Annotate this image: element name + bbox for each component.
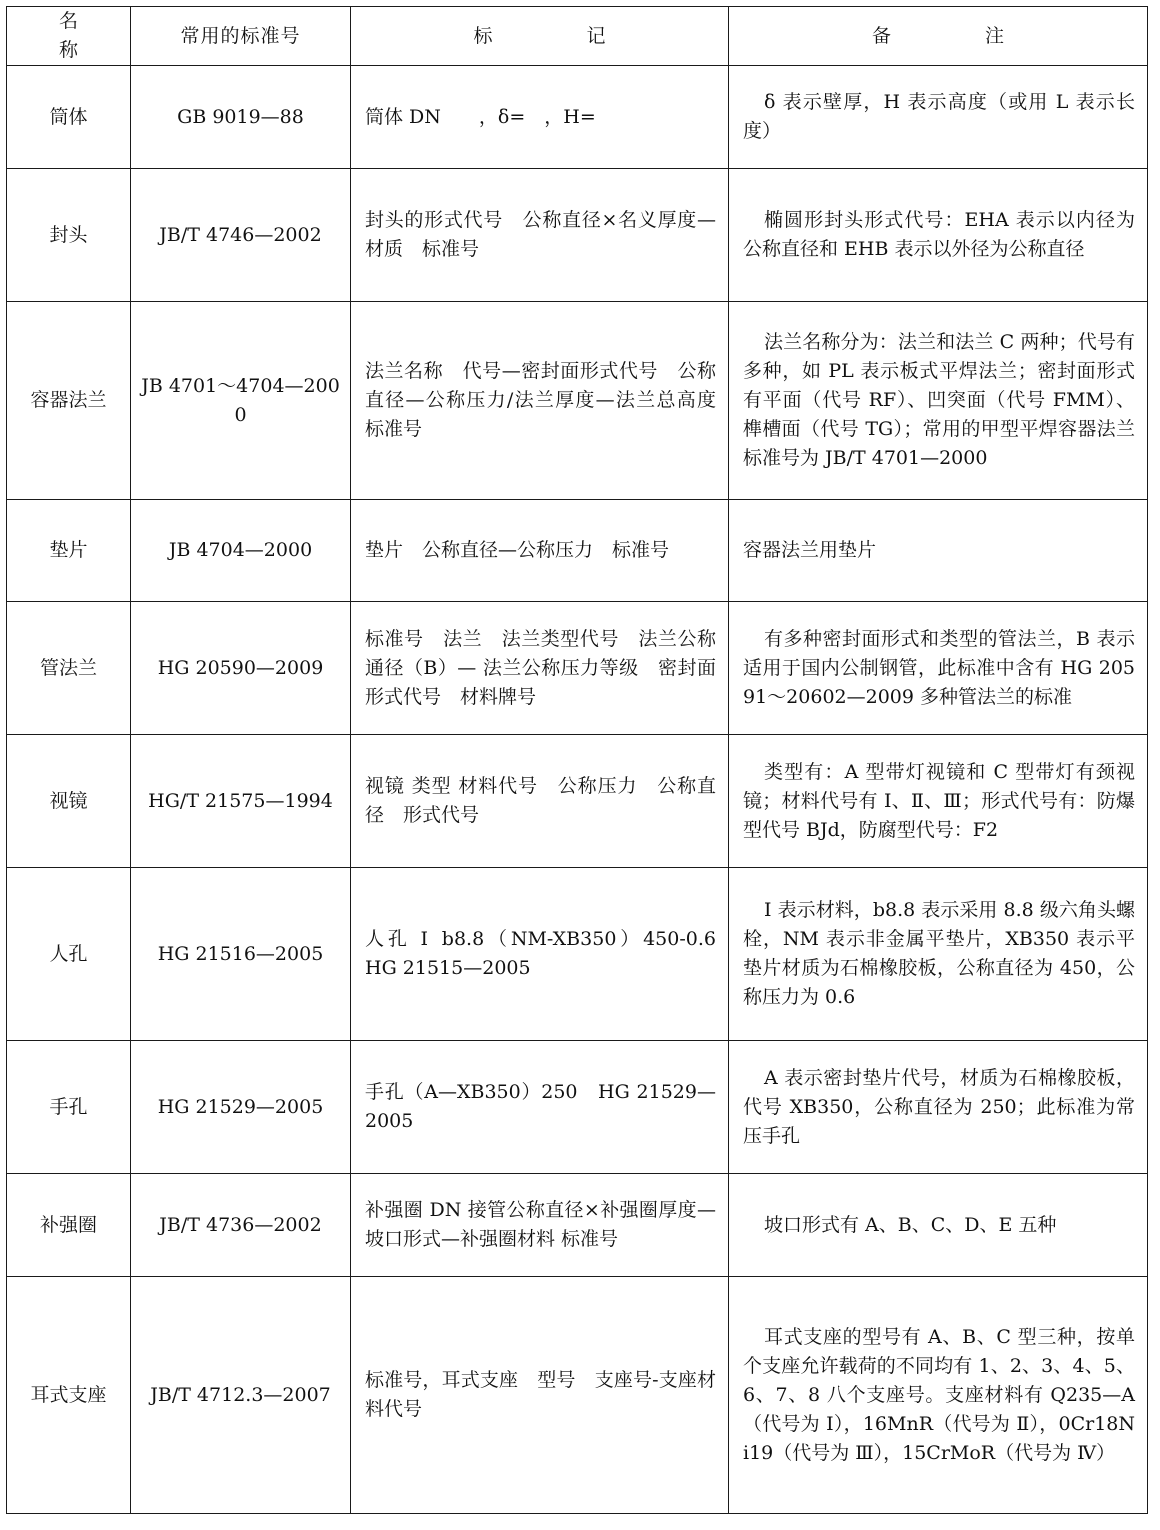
cell-standard: JB 4701～4704—2000 <box>131 302 351 500</box>
cell-mark: 封头的形式代号 公称直径×名义厚度—材质 标准号 <box>351 169 729 302</box>
note-text: 椭圆形封头形式代号：EHA 表示以内径为公称直径和 EHB 表示以外径为公称直径 <box>743 209 1135 260</box>
cell-standard: GB 9019—88 <box>131 66 351 169</box>
note-text: 容器法兰用垫片 <box>743 539 877 561</box>
cell-name: 手孔 <box>7 1041 131 1174</box>
cell-mark: 垫片 公称直径—公称压力 标准号 <box>351 500 729 602</box>
table-header-row <box>7 7 1148 66</box>
header-name: 名 称 <box>7 7 131 66</box>
standards-table <box>6 6 1148 1514</box>
cell-name: 筒体 <box>7 66 131 169</box>
cell-note <box>729 602 1148 735</box>
cell-mark: 人孔 Ⅰ b8.8（NM-XB350）450-0.6 HG 21515—2005 <box>351 868 729 1041</box>
cell-mark: 法兰名称 代号—密封面形式代号 公称直径—公称压力/法兰厚度—法兰总高度 标准号 <box>351 302 729 500</box>
note-text: 耳式支座的型号有 A、B、C 型三种，按单个支座允许载荷的不同均有 1、2、3、4、5、6、7、8 八个支座号。支座材料有 Q235—A（代号为 Ⅰ），16MnR（代号为 Ⅱ），0Cr18Ni19（代号为 Ⅲ），15CrMoR（代号为 Ⅳ） <box>743 1325 1135 1464</box>
cell-standard: JB/T 4736—2002 <box>131 1174 351 1277</box>
header-mark: 标 记 <box>351 7 729 66</box>
cell-note <box>729 500 1148 602</box>
cell-name: 视镜 <box>7 735 131 868</box>
table-row <box>7 868 1148 1041</box>
table-row <box>7 302 1148 500</box>
cell-standard: HG 21516—2005 <box>131 868 351 1041</box>
cell-note <box>729 735 1148 868</box>
cell-standard: HG 20590—2009 <box>131 602 351 735</box>
cell-note <box>729 1041 1148 1174</box>
note-text: 有多种密封面形式和类型的管法兰，B 表示适用于国内公制钢管，此标准中含有 HG 20591～20602—2009 多种管法兰的标准 <box>743 627 1135 708</box>
table-row <box>7 735 1148 868</box>
cell-mark: 筒体 DN ，δ= ，H= <box>351 66 729 169</box>
cell-name: 管法兰 <box>7 602 131 735</box>
cell-note <box>729 66 1148 169</box>
cell-note <box>729 1174 1148 1277</box>
cell-standard: HG 21529—2005 <box>131 1041 351 1174</box>
cell-note <box>729 1277 1148 1514</box>
cell-mark: 手孔（A—XB350）250 HG 21529—2005 <box>351 1041 729 1174</box>
cell-name: 人孔 <box>7 868 131 1041</box>
note-text: A 表示密封垫片代号，材质为石棉橡胶板，代号 XB350，公称直径为 250；此标准为常压手孔 <box>743 1066 1135 1147</box>
cell-name: 补强圈 <box>7 1174 131 1277</box>
cell-mark: 补强圈 DN 接管公称直径×补强圈厚度—坡口形式—补强圈材料 标准号 <box>351 1174 729 1277</box>
document-page <box>6 6 1148 1514</box>
cell-name: 耳式支座 <box>7 1277 131 1514</box>
table-row <box>7 1041 1148 1174</box>
cell-note <box>729 169 1148 302</box>
table-row <box>7 1174 1148 1277</box>
header-standard: 常用的标准号 <box>131 7 351 66</box>
cell-standard: JB/T 4712.3—2007 <box>131 1277 351 1514</box>
note-text: δ 表示壁厚，H 表示高度（或用 L 表示长度） <box>743 91 1135 142</box>
table-row <box>7 500 1148 602</box>
cell-standard: HG/T 21575—1994 <box>131 735 351 868</box>
note-text: 法兰名称分为：法兰和法兰 C 两种；代号有多种，如 PL 表示板式平焊法兰；密封面形式有平面（代号 RF）、凹突面（代号 FMM）、榫槽面（代号 TG）；常用的甲型平焊容器法兰标准号为 JB/T 4701—2000 <box>743 331 1135 469</box>
note-text: 类型有：A 型带灯视镜和 C 型带灯有颈视镜；材料代号有 Ⅰ、Ⅱ、Ⅲ；形式代号有：防爆型代号 BJd，防腐型代号：F2 <box>743 760 1135 841</box>
table-row <box>7 602 1148 735</box>
cell-standard: JB 4704—2000 <box>131 500 351 602</box>
cell-mark: 标准号 法兰 法兰类型代号 法兰公称通径（B）— 法兰公称压力等级 密封面形式代号 材料牌号 <box>351 602 729 735</box>
table-row <box>7 66 1148 169</box>
cell-mark: 视镜 类型 材料代号 公称压力 公称直径 形式代号 <box>351 735 729 868</box>
cell-name: 垫片 <box>7 500 131 602</box>
cell-standard: JB/T 4746—2002 <box>131 169 351 302</box>
cell-name: 容器法兰 <box>7 302 131 500</box>
cell-name: 封头 <box>7 169 131 302</box>
table-row <box>7 1277 1148 1514</box>
header-note: 备 注 <box>729 7 1148 66</box>
note-text: 坡口形式有 A、B、C、D、E 五种 <box>764 1213 1057 1236</box>
cell-mark: 标准号，耳式支座 型号 支座号-支座材料代号 <box>351 1277 729 1514</box>
cell-note <box>729 868 1148 1041</box>
note-text: Ⅰ 表示材料，b8.8 表示采用 8.8 级六角头螺栓，NM 表示非金属平垫片，XB350 表示平垫片材质为石棉橡胶板，公称直径为 450，公称压力为 0.6 <box>743 899 1135 1008</box>
table-row <box>7 169 1148 302</box>
cell-note <box>729 302 1148 500</box>
